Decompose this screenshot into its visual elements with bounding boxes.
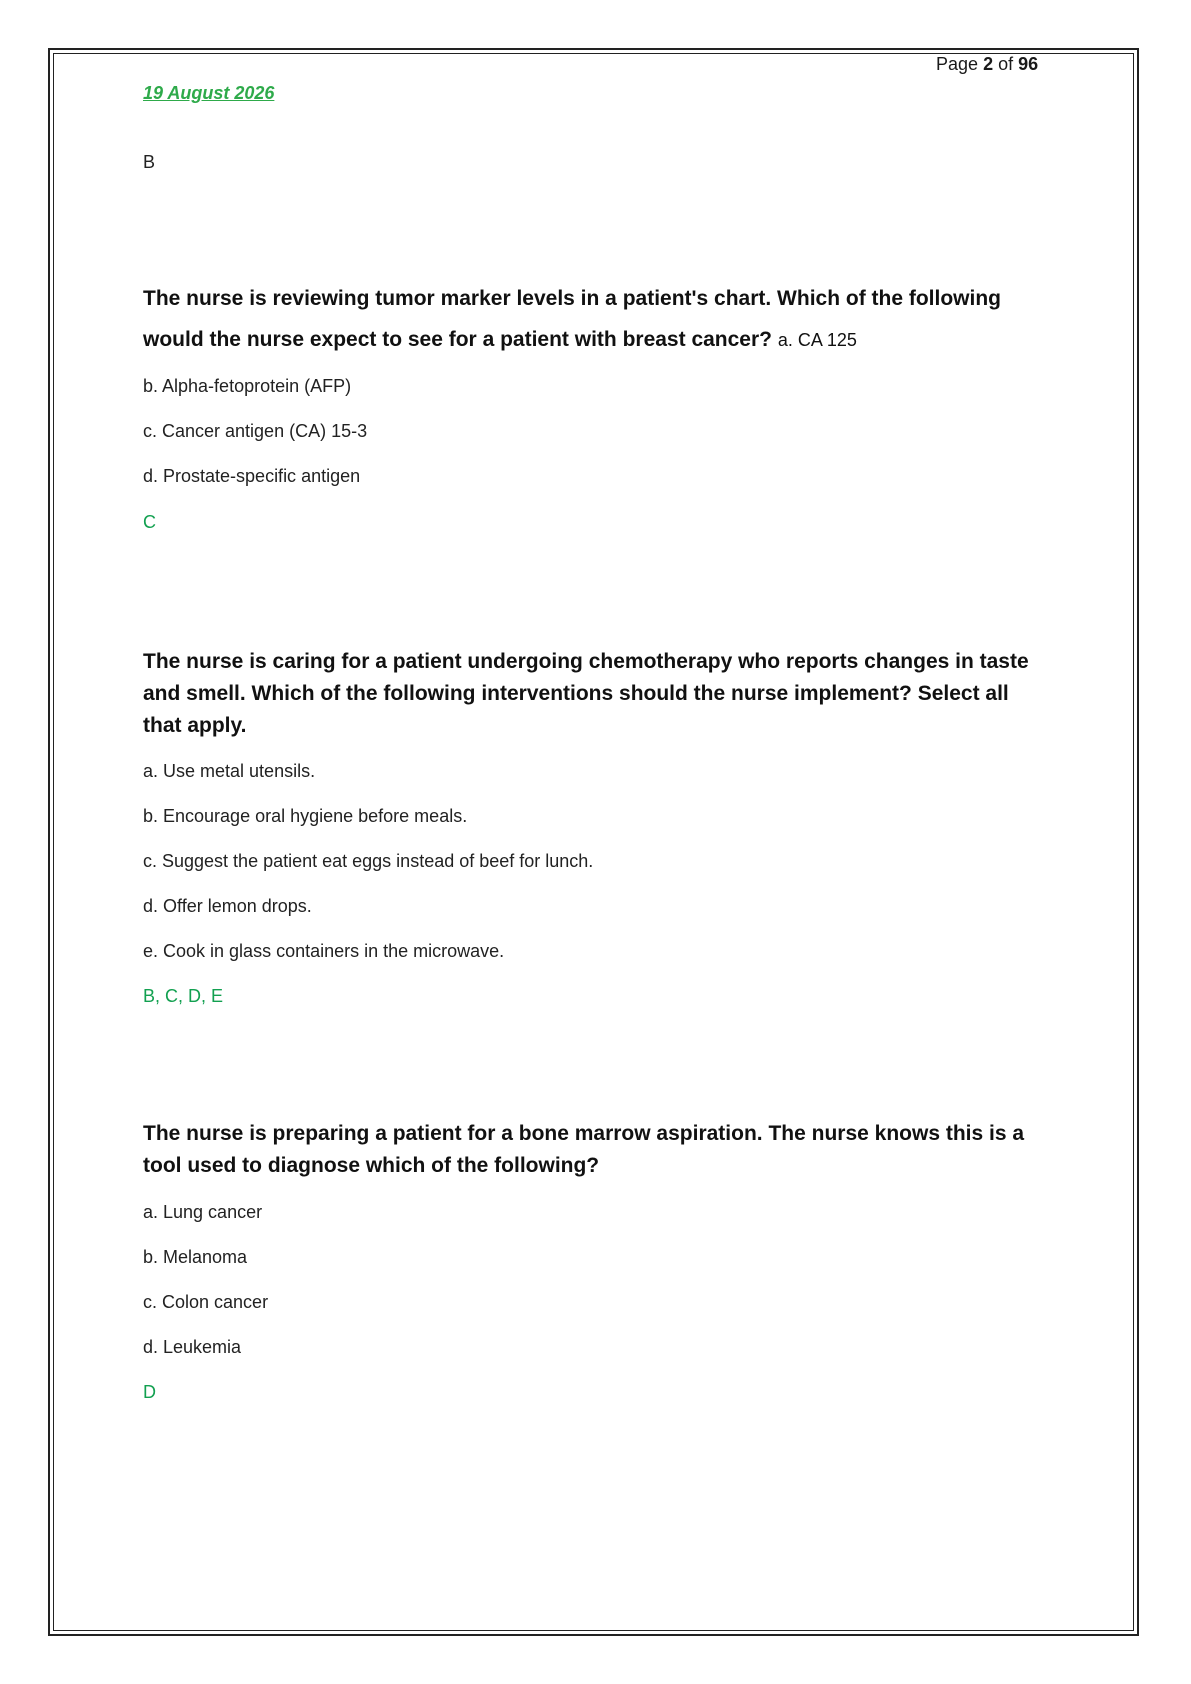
page-total: 96	[1018, 54, 1039, 74]
question-2-option-a: a. Use metal utensils.	[143, 761, 316, 781]
question-2-option-d: d. Offer lemon drops.	[143, 896, 312, 916]
question-3-option-c: c. Colon cancer	[143, 1292, 269, 1312]
previous-answer: B	[143, 152, 156, 172]
question-1-stem-line2	[143, 328, 1043, 352]
question-1-option-d: d. Prostate-specific antigen	[143, 466, 361, 486]
question-3-stem-line2: tool used to diagnose which of the following?	[143, 1154, 600, 1177]
question-2-stem-line1: The nurse is caring for a patient undergoing chemotherapy who reports changes in taste	[143, 650, 1029, 673]
question-1-stem-text: would the nurse expect to see for a patient with breast cancer?	[143, 328, 772, 351]
question-3-option-a: a. Lung cancer	[143, 1202, 263, 1222]
question-2-stem-line3: that apply.	[143, 714, 247, 737]
question-2-option-c: c. Suggest the patient eat eggs instead of beef for lunch.	[143, 851, 594, 871]
question-1-stem-line1: The nurse is reviewing tumor marker levels in a patient's chart. Which of the following	[143, 287, 1002, 310]
question-2-option-e: e. Cook in glass containers in the microwave.	[143, 941, 505, 961]
question-1-option-c: c. Cancer antigen (CA) 15-3	[143, 421, 368, 441]
question-3-option-d: d. Leukemia	[143, 1337, 242, 1357]
question-2-option-b: b. Encourage oral hygiene before meals.	[143, 806, 468, 826]
question-3-answer: D	[143, 1382, 156, 1402]
page-prefix: Page	[936, 54, 979, 74]
question-3-stem-line1: The nurse is preparing a patient for a bone marrow aspiration. The nurse knows this is a	[143, 1122, 1025, 1145]
question-2-stem-line2: and smell. Which of the following interventions should the nurse implement? Select all	[143, 682, 1009, 705]
question-1-option-b: b. Alpha-fetoprotein (AFP)	[143, 376, 352, 396]
question-1-answer: C	[143, 512, 156, 532]
document-date: 19 August 2026	[143, 83, 275, 103]
question-2-answer: B, C, D, E	[143, 986, 224, 1006]
question-1-option-a: a. CA 125	[777, 330, 857, 350]
question-3-option-b: b. Melanoma	[143, 1247, 248, 1267]
page-number	[936, 54, 1038, 75]
page-of: of	[998, 54, 1014, 74]
page-current: 2	[983, 54, 994, 74]
